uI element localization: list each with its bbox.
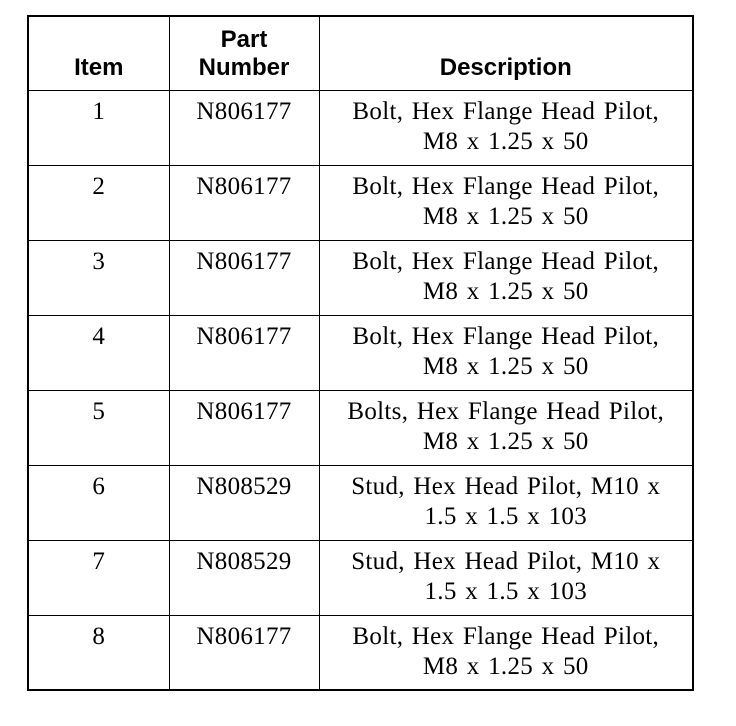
cell-description — [319, 90, 693, 165]
cell-description — [319, 615, 693, 690]
description-line-1: Bolt, Hex Flange Head Pilot, — [352, 172, 660, 200]
header-description-label: Description — [439, 53, 572, 81]
cell-item: 3 — [28, 240, 169, 315]
header-description — [319, 16, 693, 90]
description-line-1: Bolts, Hex Flange Head Pilot, — [347, 397, 665, 425]
header-part-number — [169, 16, 319, 90]
cell-part-number: N806177 — [169, 390, 319, 465]
cell-item: 8 — [28, 615, 169, 690]
table-header-row — [28, 16, 693, 90]
table-row — [28, 540, 693, 615]
table-row — [28, 240, 693, 315]
parts-table — [27, 15, 694, 691]
cell-part-number: N806177 — [169, 240, 319, 315]
description-line-1: Bolt, Hex Flange Head Pilot, — [352, 97, 660, 125]
header-item-label: Item — [74, 53, 124, 81]
cell-description — [319, 540, 693, 615]
description-line-2: M8 x 1.25 x 50 — [422, 352, 589, 380]
cell-item: 6 — [28, 465, 169, 540]
table-body — [28, 90, 693, 690]
cell-description — [319, 390, 693, 465]
table-row — [28, 465, 693, 540]
cell-item: 4 — [28, 315, 169, 390]
cell-description — [319, 165, 693, 240]
description-line-1: Stud, Hex Head Pilot, M10 x — [351, 472, 661, 500]
cell-part-number: N806177 — [169, 615, 319, 690]
cell-item: 7 — [28, 540, 169, 615]
cell-description — [319, 465, 693, 540]
header-item — [28, 16, 169, 90]
table-row — [28, 390, 693, 465]
description-line-2: M8 x 1.25 x 50 — [422, 652, 589, 680]
cell-part-number: N808529 — [169, 465, 319, 540]
table-row — [28, 315, 693, 390]
cell-part-number: N808529 — [169, 540, 319, 615]
cell-item: 5 — [28, 390, 169, 465]
description-line-2: M8 x 1.25 x 50 — [422, 427, 589, 455]
cell-part-number: N806177 — [169, 315, 319, 390]
description-line-1: Bolt, Hex Flange Head Pilot, — [352, 322, 660, 350]
description-line-2: M8 x 1.25 x 50 — [422, 277, 589, 305]
description-line-1: Bolt, Hex Flange Head Pilot, — [352, 247, 660, 275]
cell-item: 1 — [28, 90, 169, 165]
header-part-label-line2: Number — [198, 53, 290, 81]
cell-description — [319, 240, 693, 315]
cell-item: 2 — [28, 165, 169, 240]
table-row — [28, 165, 693, 240]
cell-part-number: N806177 — [169, 165, 319, 240]
description-line-2: M8 x 1.25 x 50 — [422, 127, 589, 155]
cell-part-number: N806177 — [169, 90, 319, 165]
description-line-2: 1.5 x 1.5 x 103 — [424, 502, 587, 530]
table-row — [28, 90, 693, 165]
description-line-2: 1.5 x 1.5 x 103 — [424, 577, 587, 605]
description-line-1: Bolt, Hex Flange Head Pilot, — [352, 622, 660, 650]
description-line-2: M8 x 1.25 x 50 — [422, 202, 589, 230]
description-line-1: Stud, Hex Head Pilot, M10 x — [351, 547, 661, 575]
table-row — [28, 615, 693, 690]
cell-description — [319, 315, 693, 390]
header-part-label-line1: Part — [220, 25, 268, 53]
